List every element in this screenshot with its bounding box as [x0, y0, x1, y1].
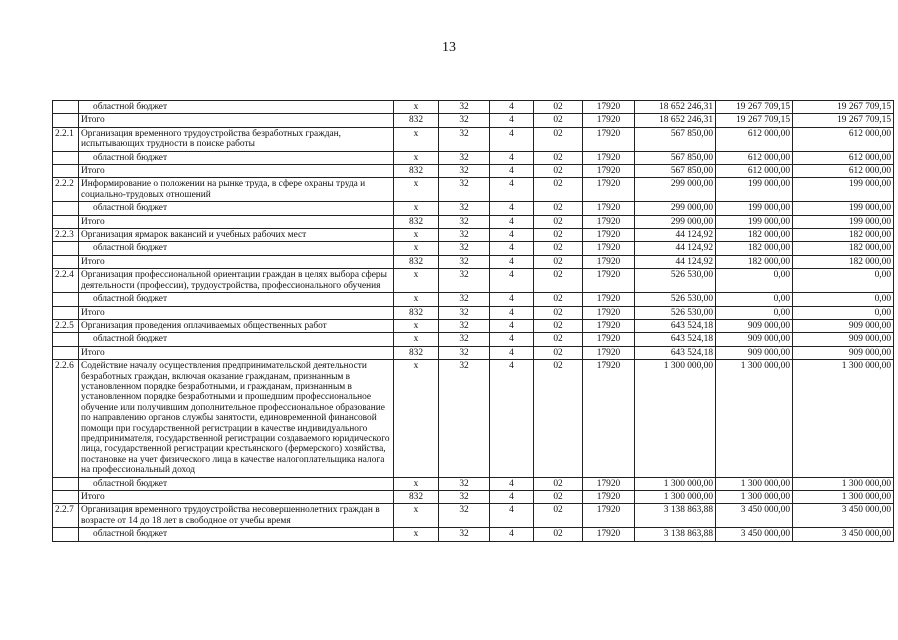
row-target-code: 02	[534, 242, 583, 255]
row-code	[53, 346, 79, 359]
row-grbs: 832	[394, 114, 439, 127]
row-target-code: 02	[534, 101, 583, 114]
row-grbs: х	[394, 360, 439, 477]
table-row-budget	[53, 202, 894, 215]
row-target-code: 02	[534, 306, 583, 319]
table-row	[53, 178, 894, 202]
row-section: 32	[439, 333, 490, 346]
row-amount-year-1: 1 300 000,00	[635, 477, 716, 490]
row-expense-type: 17920	[583, 269, 635, 293]
row-section: 32	[439, 215, 490, 228]
table-row	[53, 319, 894, 332]
row-subsection: 4	[490, 114, 534, 127]
row-section: 32	[439, 477, 490, 490]
row-amount-year-3: 1 300 000,00	[793, 491, 894, 504]
row-grbs: 832	[394, 491, 439, 504]
row-amount-year-2: 909 000,00	[716, 333, 793, 346]
row-expense-type: 17920	[583, 360, 635, 477]
row-amount-year-2: 3 450 000,00	[716, 528, 793, 541]
row-amount-year-3: 3 450 000,00	[793, 528, 894, 541]
row-code	[53, 255, 79, 268]
row-amount-year-2: 0,00	[716, 293, 793, 306]
row-expense-type: 17920	[583, 491, 635, 504]
row-amount-year-3: 612 000,00	[793, 151, 894, 164]
row-amount-year-3: 0,00	[793, 269, 894, 293]
row-amount-year-2: 0,00	[716, 306, 793, 319]
row-amount-year-2: 909 000,00	[716, 319, 793, 332]
row-amount-year-1: 44 124,92	[635, 255, 716, 268]
row-amount-year-2: 19 267 709,15	[716, 114, 793, 127]
row-expense-type: 17920	[583, 242, 635, 255]
row-code	[53, 215, 79, 228]
row-expense-type: 17920	[583, 346, 635, 359]
row-code	[53, 491, 79, 504]
row-target-code: 02	[534, 215, 583, 228]
row-expense-type: 17920	[583, 528, 635, 541]
row-amount-year-2: 182 000,00	[716, 229, 793, 242]
row-name: областной бюджет	[79, 333, 394, 346]
row-name: Итого	[79, 215, 394, 228]
table-row-total	[53, 114, 894, 127]
row-name: областной бюджет	[79, 477, 394, 490]
row-amount-year-2: 3 450 000,00	[716, 504, 793, 528]
row-amount-year-1: 643 524,18	[635, 346, 716, 359]
row-name: Организация временного трудоустройства несовершеннолетних граждан в возрасте от 14 до 18 лет в свободное от учебы время	[79, 504, 394, 528]
row-target-code: 02	[534, 333, 583, 346]
row-name: областной бюджет	[79, 528, 394, 541]
row-code	[53, 165, 79, 178]
row-target-code: 02	[534, 151, 583, 164]
row-expense-type: 17920	[583, 215, 635, 228]
row-target-code: 02	[534, 504, 583, 528]
row-amount-year-2: 0,00	[716, 269, 793, 293]
row-amount-year-2: 199 000,00	[716, 202, 793, 215]
row-grbs: х	[394, 101, 439, 114]
row-amount-year-1: 643 524,18	[635, 333, 716, 346]
row-grbs: 832	[394, 215, 439, 228]
row-name: Организация профессиональной ориентации граждан в целях выбора сферы деятельности (профессии), трудоустройства, профессионального обучения	[79, 269, 394, 293]
table-row-budget	[53, 477, 894, 490]
row-name: Итого	[79, 114, 394, 127]
table-row-budget	[53, 151, 894, 164]
row-amount-year-1: 526 530,00	[635, 269, 716, 293]
row-amount-year-1: 299 000,00	[635, 178, 716, 202]
page-number: 13	[442, 40, 456, 55]
row-target-code: 02	[534, 477, 583, 490]
row-section: 32	[439, 229, 490, 242]
row-amount-year-2: 612 000,00	[716, 165, 793, 178]
table-row-budget	[53, 293, 894, 306]
row-code	[53, 114, 79, 127]
row-section: 32	[439, 202, 490, 215]
row-expense-type: 17920	[583, 306, 635, 319]
row-amount-year-1: 3 138 863,88	[635, 504, 716, 528]
row-name: Информирование о положении на рынке труда, в сфере охраны труда и социально-трудовых отношений	[79, 178, 394, 202]
row-section: 32	[439, 165, 490, 178]
row-amount-year-1: 44 124,92	[635, 229, 716, 242]
row-grbs: 832	[394, 255, 439, 268]
row-target-code: 02	[534, 165, 583, 178]
row-section: 32	[439, 127, 490, 151]
row-grbs: х	[394, 202, 439, 215]
row-amount-year-2: 199 000,00	[716, 178, 793, 202]
row-grbs: х	[394, 319, 439, 332]
row-name: Итого	[79, 346, 394, 359]
row-section: 32	[439, 114, 490, 127]
row-section: 32	[439, 360, 490, 477]
row-subsection: 4	[490, 202, 534, 215]
row-section: 32	[439, 269, 490, 293]
row-name: Организация временного трудоустройства безработных граждан, испытывающих трудности в поиске работы	[79, 127, 394, 151]
row-grbs: х	[394, 242, 439, 255]
row-target-code: 02	[534, 346, 583, 359]
row-amount-year-3: 199 000,00	[793, 202, 894, 215]
row-amount-year-2: 199 000,00	[716, 215, 793, 228]
table-row-total	[53, 255, 894, 268]
row-subsection: 4	[490, 504, 534, 528]
row-subsection: 4	[490, 242, 534, 255]
row-name: Итого	[79, 306, 394, 319]
row-section: 32	[439, 242, 490, 255]
row-target-code: 02	[534, 178, 583, 202]
row-expense-type: 17920	[583, 229, 635, 242]
table-body	[53, 101, 894, 542]
row-amount-year-1: 1 300 000,00	[635, 491, 716, 504]
row-amount-year-3: 199 000,00	[793, 178, 894, 202]
row-section: 32	[439, 151, 490, 164]
row-target-code: 02	[534, 293, 583, 306]
row-expense-type: 17920	[583, 127, 635, 151]
row-amount-year-3: 182 000,00	[793, 242, 894, 255]
row-expense-type: 17920	[583, 114, 635, 127]
row-grbs: х	[394, 151, 439, 164]
row-grbs: х	[394, 477, 439, 490]
table-row-budget	[53, 242, 894, 255]
row-name: Организация проведения оплачиваемых общественных работ	[79, 319, 394, 332]
row-code: 2.2.3	[53, 229, 79, 242]
row-subsection: 4	[490, 360, 534, 477]
row-amount-year-1: 44 124,92	[635, 242, 716, 255]
table-row-total	[53, 165, 894, 178]
row-subsection: 4	[490, 528, 534, 541]
row-subsection: 4	[490, 229, 534, 242]
row-subsection: 4	[490, 255, 534, 268]
row-amount-year-1: 643 524,18	[635, 319, 716, 332]
row-subsection: 4	[490, 491, 534, 504]
row-amount-year-3: 3 450 000,00	[793, 504, 894, 528]
row-code: 2.2.6	[53, 360, 79, 477]
row-subsection: 4	[490, 127, 534, 151]
row-code: 2.2.4	[53, 269, 79, 293]
row-amount-year-1: 18 652 246,31	[635, 101, 716, 114]
row-amount-year-2: 1 300 000,00	[716, 491, 793, 504]
row-grbs: х	[394, 333, 439, 346]
row-subsection: 4	[490, 269, 534, 293]
row-amount-year-3: 909 000,00	[793, 319, 894, 332]
row-amount-year-3: 909 000,00	[793, 333, 894, 346]
row-amount-year-1: 1 300 000,00	[635, 360, 716, 477]
row-name: областной бюджет	[79, 242, 394, 255]
row-target-code: 02	[534, 255, 583, 268]
row-target-code: 02	[534, 127, 583, 151]
table-row	[53, 229, 894, 242]
table-row-budget	[53, 333, 894, 346]
row-subsection: 4	[490, 293, 534, 306]
row-expense-type: 17920	[583, 165, 635, 178]
table-row	[53, 360, 894, 477]
row-amount-year-3: 1 300 000,00	[793, 360, 894, 477]
table-row	[53, 127, 894, 151]
row-code	[53, 293, 79, 306]
row-grbs: 832	[394, 165, 439, 178]
row-amount-year-1: 18 652 246,31	[635, 114, 716, 127]
table-row	[53, 504, 894, 528]
row-section: 32	[439, 346, 490, 359]
row-amount-year-2: 182 000,00	[716, 255, 793, 268]
row-section: 32	[439, 528, 490, 541]
row-grbs: х	[394, 528, 439, 541]
row-name: Содействие началу осуществления предпринимательской деятельности безработных граждан, включая оказание гражданам, признанным в установленном порядке безработными, и гражданам, признанным в установленном порядке безработными и прошедшим профессиональное обучение или получившим дополнительное профессиональное образование по направлению органов службы занятости, единовременной финансовой помощи при государственной регистрации в качестве индивидуального предпринимателя, государственной регистрации создаваемого юридического лица, государственной регистрации крестьянского (фермерского) хозяйства, постановке на учет физического лица в качестве налогоплательщика налога на профессиональный доход	[79, 360, 394, 477]
row-section: 32	[439, 178, 490, 202]
row-subsection: 4	[490, 151, 534, 164]
row-subsection: 4	[490, 319, 534, 332]
row-name: Итого	[79, 165, 394, 178]
row-expense-type: 17920	[583, 202, 635, 215]
table-row-total	[53, 346, 894, 359]
row-amount-year-3: 19 267 709,15	[793, 114, 894, 127]
row-code: 2.2.5	[53, 319, 79, 332]
row-name: Организация ярмарок вакансий и учебных рабочих мест	[79, 229, 394, 242]
row-expense-type: 17920	[583, 504, 635, 528]
row-amount-year-3: 182 000,00	[793, 255, 894, 268]
row-code: 2.2.1	[53, 127, 79, 151]
row-code	[53, 306, 79, 319]
row-amount-year-2: 612 000,00	[716, 127, 793, 151]
table-row-total	[53, 215, 894, 228]
row-expense-type: 17920	[583, 477, 635, 490]
row-code: 2.2.2	[53, 178, 79, 202]
row-expense-type: 17920	[583, 333, 635, 346]
row-code	[53, 242, 79, 255]
row-target-code: 02	[534, 360, 583, 477]
row-target-code: 02	[534, 229, 583, 242]
row-code	[53, 202, 79, 215]
row-target-code: 02	[534, 269, 583, 293]
row-amount-year-1: 567 850,00	[635, 127, 716, 151]
row-subsection: 4	[490, 333, 534, 346]
row-amount-year-2: 1 300 000,00	[716, 477, 793, 490]
row-section: 32	[439, 504, 490, 528]
row-section: 32	[439, 306, 490, 319]
row-amount-year-1: 526 530,00	[635, 293, 716, 306]
row-name: областной бюджет	[79, 293, 394, 306]
row-target-code: 02	[534, 528, 583, 541]
row-subsection: 4	[490, 101, 534, 114]
row-subsection: 4	[490, 346, 534, 359]
row-section: 32	[439, 101, 490, 114]
row-grbs: х	[394, 178, 439, 202]
row-subsection: 4	[490, 178, 534, 202]
row-section: 32	[439, 293, 490, 306]
row-section: 32	[439, 255, 490, 268]
row-amount-year-3: 0,00	[793, 306, 894, 319]
table-row-total	[53, 491, 894, 504]
row-subsection: 4	[490, 477, 534, 490]
row-amount-year-2: 19 267 709,15	[716, 101, 793, 114]
row-amount-year-3: 19 267 709,15	[793, 101, 894, 114]
budget-table	[52, 100, 894, 542]
table-row-budget	[53, 101, 894, 114]
row-grbs: х	[394, 229, 439, 242]
row-name: Итого	[79, 255, 394, 268]
row-amount-year-1: 3 138 863,88	[635, 528, 716, 541]
table-row	[53, 269, 894, 293]
row-amount-year-3: 0,00	[793, 293, 894, 306]
row-subsection: 4	[490, 165, 534, 178]
row-target-code: 02	[534, 114, 583, 127]
table-row-budget	[53, 528, 894, 541]
row-subsection: 4	[490, 306, 534, 319]
row-code	[53, 101, 79, 114]
row-name: Итого	[79, 491, 394, 504]
row-grbs: х	[394, 127, 439, 151]
row-amount-year-1: 299 000,00	[635, 202, 716, 215]
row-amount-year-2: 182 000,00	[716, 242, 793, 255]
row-grbs: 832	[394, 346, 439, 359]
row-amount-year-3: 612 000,00	[793, 165, 894, 178]
row-amount-year-1: 526 530,00	[635, 306, 716, 319]
row-code	[53, 528, 79, 541]
row-amount-year-2: 612 000,00	[716, 151, 793, 164]
row-name: областной бюджет	[79, 151, 394, 164]
row-target-code: 02	[534, 319, 583, 332]
row-expense-type: 17920	[583, 178, 635, 202]
row-grbs: х	[394, 269, 439, 293]
table-row-total	[53, 306, 894, 319]
row-amount-year-2: 909 000,00	[716, 346, 793, 359]
row-amount-year-3: 909 000,00	[793, 346, 894, 359]
row-amount-year-3: 612 000,00	[793, 127, 894, 151]
row-name: областной бюджет	[79, 101, 394, 114]
row-code: 2.2.7	[53, 504, 79, 528]
row-section: 32	[439, 491, 490, 504]
row-expense-type: 17920	[583, 293, 635, 306]
row-target-code: 02	[534, 491, 583, 504]
row-expense-type: 17920	[583, 255, 635, 268]
row-grbs: х	[394, 293, 439, 306]
row-amount-year-1: 567 850,00	[635, 165, 716, 178]
row-expense-type: 17920	[583, 319, 635, 332]
row-code	[53, 477, 79, 490]
row-amount-year-2: 1 300 000,00	[716, 360, 793, 477]
row-amount-year-3: 1 300 000,00	[793, 477, 894, 490]
row-amount-year-3: 199 000,00	[793, 215, 894, 228]
row-section: 32	[439, 319, 490, 332]
row-subsection: 4	[490, 215, 534, 228]
row-code	[53, 151, 79, 164]
row-code	[53, 333, 79, 346]
row-grbs: 832	[394, 306, 439, 319]
row-target-code: 02	[534, 202, 583, 215]
row-grbs: х	[394, 504, 439, 528]
row-amount-year-1: 567 850,00	[635, 151, 716, 164]
row-amount-year-1: 299 000,00	[635, 215, 716, 228]
row-name: областной бюджет	[79, 202, 394, 215]
row-amount-year-3: 182 000,00	[793, 229, 894, 242]
row-expense-type: 17920	[583, 151, 635, 164]
row-expense-type: 17920	[583, 101, 635, 114]
